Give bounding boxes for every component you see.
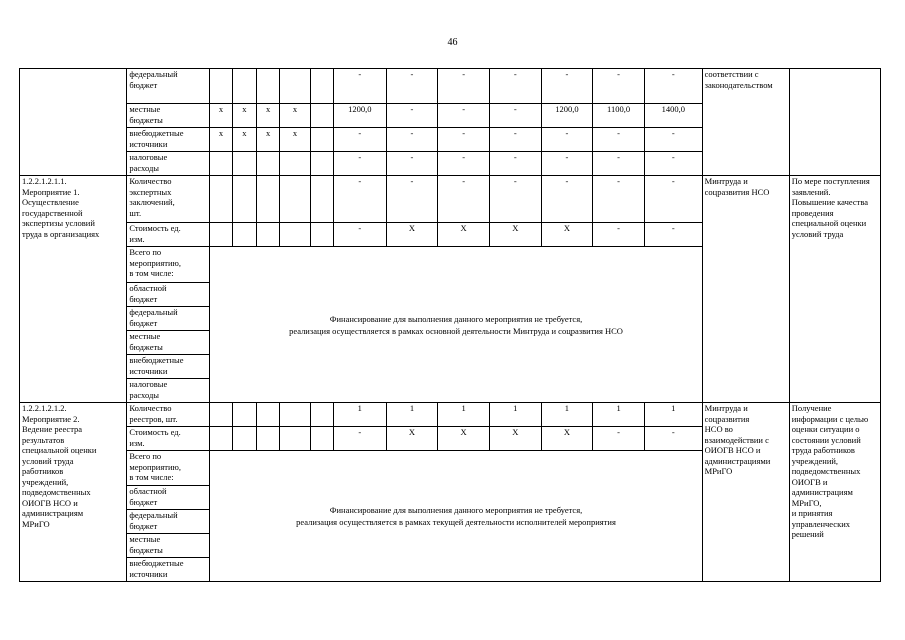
value-cell: - bbox=[644, 223, 702, 247]
executor-cell: Минтруда и соцразвития НСО во взаимодействии с ОИОГВ НСО и администрациями МРиГО bbox=[702, 403, 789, 582]
value-cell: - bbox=[386, 152, 438, 176]
empty-cell bbox=[210, 403, 232, 427]
empty-cell bbox=[256, 223, 279, 247]
fin-label: местные бюджеты bbox=[127, 534, 210, 558]
mark-cell bbox=[210, 69, 232, 104]
value-cell: - bbox=[489, 152, 541, 176]
value-cell: Х bbox=[438, 223, 490, 247]
empty-cell bbox=[232, 223, 256, 247]
fin-label: Всего по мероприятию, в том числе: bbox=[127, 247, 210, 283]
fin-label: федеральный бюджет bbox=[127, 510, 210, 534]
mark-cell bbox=[280, 152, 310, 176]
value-cell: - bbox=[386, 104, 438, 128]
value-cell: - bbox=[593, 427, 645, 451]
executor-cell: Минтруда и соцразвития НСО bbox=[702, 176, 789, 403]
financing-note: Финансирование для выполнения данного мероприятия не требуется, реализация осуществляется в рамках текущей деятельности исполнителей мероприятия bbox=[210, 451, 702, 582]
value-cell: 1 bbox=[541, 403, 593, 427]
mark-cell: х bbox=[256, 104, 279, 128]
mark-cell bbox=[232, 69, 256, 104]
value-cell: 1 bbox=[333, 403, 386, 427]
executor-cell: соответствии с законодательством bbox=[702, 69, 789, 176]
empty-cell bbox=[310, 104, 333, 128]
mark-cell bbox=[280, 69, 310, 104]
table-row bbox=[20, 176, 881, 223]
empty-cell bbox=[210, 223, 232, 247]
empty-cell bbox=[232, 427, 256, 451]
fin-label: внебюджетные источники bbox=[127, 355, 210, 379]
row-label: местные бюджеты bbox=[127, 104, 210, 128]
empty-cell bbox=[310, 403, 333, 427]
value-cell: Х bbox=[489, 223, 541, 247]
value-cell: - bbox=[386, 176, 438, 223]
row-label: Стоимость ед. изм. bbox=[127, 427, 210, 451]
result-cell: Получение информации с целью оценки ситуации о состоянии условий труда работников учреждений, подведомственных ОИОГВ и администрациям МРиГО, и принятия управленческих решений bbox=[789, 403, 880, 582]
value-cell: Х bbox=[541, 223, 593, 247]
fin-label: областной бюджет bbox=[127, 486, 210, 510]
value-cell: - bbox=[593, 152, 645, 176]
empty-cell bbox=[310, 223, 333, 247]
empty-cell bbox=[210, 427, 232, 451]
value-cell: Х bbox=[386, 223, 438, 247]
value-cell: - bbox=[333, 176, 386, 223]
empty-cell bbox=[310, 152, 333, 176]
value-cell: - bbox=[386, 69, 438, 104]
value-cell: - bbox=[333, 152, 386, 176]
value-cell: - bbox=[593, 176, 645, 223]
empty-cell bbox=[310, 427, 333, 451]
value-cell: - bbox=[489, 176, 541, 223]
value-cell: Х bbox=[386, 427, 438, 451]
value-cell: - bbox=[438, 69, 490, 104]
value-cell: - bbox=[438, 104, 490, 128]
activities-table bbox=[19, 68, 881, 582]
value-cell: 1 bbox=[386, 403, 438, 427]
empty-cell bbox=[232, 176, 256, 223]
row-label: Количество экспертных заключений, шт. bbox=[127, 176, 210, 223]
row-label: внебюджетные источники bbox=[127, 128, 210, 152]
fin-label: федеральный бюджет bbox=[127, 307, 210, 331]
fin-label: внебюджетные источники bbox=[127, 558, 210, 582]
value-cell: 1 bbox=[438, 403, 490, 427]
mark-cell: х bbox=[280, 128, 310, 152]
value-cell: - bbox=[644, 128, 702, 152]
mark-cell bbox=[256, 69, 279, 104]
value-cell: - bbox=[644, 176, 702, 223]
value-cell: 1 bbox=[593, 403, 645, 427]
value-cell: - bbox=[438, 152, 490, 176]
value-cell: 1 bbox=[644, 403, 702, 427]
mark-cell: х bbox=[280, 104, 310, 128]
value-cell: 1400,0 bbox=[644, 104, 702, 128]
value-cell: - bbox=[644, 152, 702, 176]
row-label: Стоимость ед. изм. bbox=[127, 223, 210, 247]
value-cell: - bbox=[541, 128, 593, 152]
mark-cell: х bbox=[232, 104, 256, 128]
empty-cell bbox=[280, 176, 310, 223]
mark-cell: х bbox=[210, 128, 232, 152]
fin-label: областной бюджет bbox=[127, 283, 210, 307]
empty-cell bbox=[256, 176, 279, 223]
value-cell: - bbox=[593, 69, 645, 104]
empty-cell bbox=[210, 176, 232, 223]
value-cell: Х bbox=[438, 427, 490, 451]
value-cell: - bbox=[644, 427, 702, 451]
value-cell: Х bbox=[541, 427, 593, 451]
empty-cell bbox=[256, 427, 279, 451]
row-label: федеральный бюджет bbox=[127, 69, 210, 104]
value-cell: - bbox=[489, 104, 541, 128]
financing-note: Финансирование для выполнения данного мероприятия не требуется, реализация осуществляется в рамках основной деятельности Минтруда и соцразвития НСО bbox=[210, 247, 702, 403]
value-cell: 1100,0 bbox=[593, 104, 645, 128]
activity-code-cell: 1.2.2.1.2.1.1. Мероприятие 1. Осуществление государственной экспертизы условий труда в организациях bbox=[20, 176, 127, 403]
value-cell: 1200,0 bbox=[333, 104, 386, 128]
page-number: 46 bbox=[447, 37, 458, 48]
fin-label: местные бюджеты bbox=[127, 331, 210, 355]
mark-cell bbox=[210, 152, 232, 176]
value-cell: - bbox=[644, 69, 702, 104]
fin-label: налоговые расходы bbox=[127, 379, 210, 403]
empty-cell bbox=[280, 223, 310, 247]
value-cell: - bbox=[333, 223, 386, 247]
value-cell: - bbox=[593, 223, 645, 247]
mark-cell: х bbox=[256, 128, 279, 152]
empty-cell bbox=[232, 403, 256, 427]
fin-label: Всего по мероприятию, в том числе: bbox=[127, 451, 210, 486]
empty-cell bbox=[310, 128, 333, 152]
activity-code-cell: 1.2.2.1.2.1.2. Мероприятие 2. Ведение реестра результатов специальной оценки условий труда работников учреждений, подведомственных ОИОГВ НСО и администрациям МРиГО bbox=[20, 403, 127, 582]
empty-cell bbox=[256, 403, 279, 427]
row-label: Количество реестров, шт. bbox=[127, 403, 210, 427]
value-cell: - bbox=[541, 176, 593, 223]
row-label: налоговые расходы bbox=[127, 152, 210, 176]
value-cell: 1 bbox=[489, 403, 541, 427]
empty-cell bbox=[280, 427, 310, 451]
value-cell: - bbox=[333, 427, 386, 451]
value-cell: - bbox=[438, 128, 490, 152]
empty-cell bbox=[310, 176, 333, 223]
value-cell: - bbox=[333, 128, 386, 152]
value-cell: - bbox=[541, 152, 593, 176]
value-cell: - bbox=[438, 176, 490, 223]
value-cell: - bbox=[593, 128, 645, 152]
result-cell: По мере поступления заявлений. Повышение качества проведения специальной оценки условий труда bbox=[789, 176, 880, 403]
mark-cell bbox=[232, 152, 256, 176]
value-cell: 1200,0 bbox=[541, 104, 593, 128]
value-cell: - bbox=[489, 128, 541, 152]
result-cell bbox=[789, 69, 880, 176]
value-cell: - bbox=[386, 128, 438, 152]
empty-cell bbox=[280, 403, 310, 427]
value-cell: - bbox=[489, 69, 541, 104]
table-row bbox=[20, 69, 881, 104]
value-cell: - bbox=[333, 69, 386, 104]
mark-cell: х bbox=[232, 128, 256, 152]
code-cell bbox=[20, 69, 127, 176]
value-cell: Х bbox=[489, 427, 541, 451]
table-row bbox=[20, 403, 881, 427]
mark-cell bbox=[256, 152, 279, 176]
empty-cell bbox=[310, 69, 333, 104]
value-cell: - bbox=[541, 69, 593, 104]
mark-cell: х bbox=[210, 104, 232, 128]
